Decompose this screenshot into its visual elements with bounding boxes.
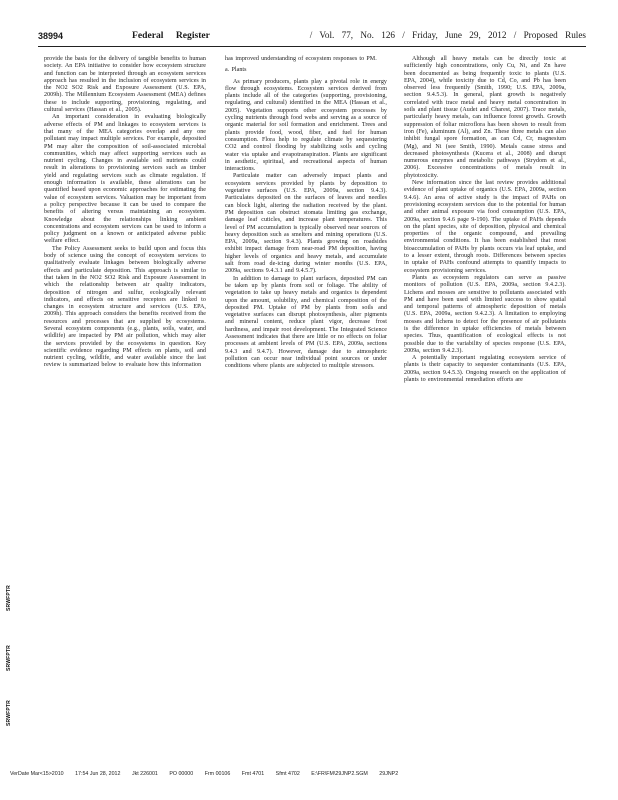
paragraph: A potentially important regulating ecosystem service of plants is their capacity to sequester contaminants (U.S. EPA, 2009a, section 9.4.5.3). Ongoing research on the application of plants to environmental remediation efforts are (404, 355, 566, 384)
margin-mark: SRWFPTR (6, 700, 12, 727)
publication-name: Federal Register (132, 30, 210, 41)
paragraph: As primary producers, plants play a pivotal role in energy flow through ecosystems. Ecosystem services derived from plants include all of the categories (supporting, provisioning, regulating, and cultural) identified in the MEA (Hassan et al., 2005). Vegetation supports other ecosystem processes by cycling nutrients through food webs and serving as a source of organic material for soil formation and enrichment. Trees and plants provide food, wood, fiber, and fuel for human consumption. Flora help to regulate climate by sequestering CO2 and control flooding by stabilizing soils and cycling water via uptake and evapotranspiration. Plants are significant in aesthetic, spiritual, and recreational aspects of human interactions. (225, 78, 387, 173)
footer-item: Fmt 4701 (241, 771, 265, 777)
footer-item: 29JNP2 (379, 771, 399, 777)
page-number: 38994 (38, 31, 64, 41)
paragraph: The Policy Assessment seeks to build upon and focus this body of science using the concept of ecosystem services to qualitatively evaluate linkages between biologically adverse effects and particulate deposition. This approach is similar to that taken in the NO2 SO2 Risk and Exposure Assessment in which the relationship between air quality indicators, deposition of nitrogen and sulfur, ecologically relevant indicators, and effects on sensitive receptors are linked to changes in ecosystem structure and services (U.S. EPA, 2009h). This approach considers the benefits received from the resources and processes that are supplied by ecosystems. Several ecosystem components (e.g., plants, soils, water, and wildlife) are impacted by PM air pollution, which may alter the services provided by the ecosystems in question. Key scientific evidence regarding PM effects on plants, soil and nutrient cycling, wildlife, and water available since the last review is summarized below to evaluate how this information (44, 245, 206, 369)
section-heading: a. Plants (225, 67, 247, 74)
paragraph: Plants as ecosystem regulators can serve as passive monitors of pollution (U.S. EPA, 2009a, section 9.4.2.3). Lichens and mosses are sensitive to pollutants associated with PM and have been used with limited success to show spatial and temporal patterns of atmospheric deposition of metals (U.S. EPA, 2009a, section 9.4.2.3). A limitation to employing mosses and lichens to detect for the presence of air pollutants is the difference in uptake efficiencies of metals between species. Thus, quantification of ecological effects is not possible due to the variability of species response (U.S. EPA, 2009a, section 9.4.2.3). (404, 274, 566, 354)
text-column-2 (225, 56, 387, 370)
footer-item: Jkt 226001 (131, 771, 158, 777)
footer-item: E:\FR\FM\29JNP2.SGM (311, 771, 368, 777)
paragraph: provide the basis for the delivery of tangible benefits to human society. An EPA initiative to consider how ecosystem structure and function can be interpreted through an ecosystem services approach has resulted in the inclusion of ecosystem services in the NO2 SO2 Risk and Exposure Assessment (U.S. EPA, 2009h). The Millennium Ecosystem Assessment (MEA) defines these to include supporting, provisioning, regulating, and cultural services (Hassan et al., 2005). (44, 56, 206, 114)
paragraph: An important consideration in evaluating biologically adverse effects of PM and linkages to ecosystem services is that many of the MEA categories overlap and any one pollutant may impact multiple services. For example, deposited PM may alter the composition of soil-associated microbial communities, which may affect supporting services such as nutrient cycling. Changes in available soil nutrients could result in alterations to provisioning services such as timber yield and regulating services such as climate regulation. If enough information is available, these alterations can be quantified based upon economic approaches for estimating the value of ecosystem services. Valuation may be important from a policy perspective because it can be used to compare the benefits of altering versus maintaining an ecosystem. Knowledge about the relationships linking ambient concentrations and ecosystem services can be used to inform a policy judgment on a known or anticipated adverse public welfare effect. (44, 114, 206, 245)
text-column-3 (404, 56, 566, 384)
footer-item: VerDate Mar<15>2010 (10, 771, 64, 777)
footer-item: Frm 00106 (204, 771, 231, 777)
print-footer (10, 771, 610, 777)
paragraph: has improved understanding of ecosystem responses to PM. (225, 56, 377, 62)
margin-mark: SRWFPTR (6, 645, 12, 672)
paragraph: In addition to damage to plant surfaces, deposited PM can be taken up by plants from soil or foliage. The ability of vegetation to take up heavy metals and organics is dependent upon the amount, solubility, and chemical composition of the deposited PM. Uptake of PM by plants from soils and vegetative surfaces can disrupt photosynthesis, alter pigments and mineral content, reduce plant vigor, decrease frost hardiness, and impair root development. The Integrated Science Assessment indicates that there are little or no effects on foliar processes at ambient levels of PM (U.S. EPA, 2009a, sections 9.4.3 and 9.4.7). However, damage due to atmospheric pollution can occur near individual point sources or under conditions where plants are subjected to multiple stressors. (225, 275, 387, 370)
text-column-1 (44, 56, 206, 370)
issue-info: / Vol. 77, No. 126 / Friday, June 29, 2012 / Proposed Rules (309, 30, 586, 40)
paragraph: Particulate matter can adversely impact plants and ecosystem services provided by plants by deposition to vegetative surfaces (U.S. EPA, 2009a, section 9.4.3). Particulates deposited on the surfaces of leaves and needles can block light, altering the radiation received by the plant. PM deposition can obstruct stomata limiting gas exchange, damage leaf cuticles, and increase plant temperatures. This level of PM accumulation is typically observed near sources of heavy deposition such as smelters and mining operations (U.S. EPA, 2009a, section 9.4.3). Plants growing on roadsides exhibit impact damage from near-road PM deposition, having higher levels of organics and heavy metals, and accumulate salt from road de-icing during winter months (U.S. EPA, 2009a, sections 9.4.3.1 and 9.4.5.7). (225, 173, 387, 275)
footer-item: 17:54 Jun 28, 2012 (75, 771, 121, 777)
running-header (38, 30, 586, 44)
margin-mark: SRWFPTR (6, 585, 12, 612)
footer-item: PO 00000 (169, 771, 194, 777)
paragraph: Although all heavy metals can be directly toxic at sufficiently high concentrations, only Cu, Ni, and Zn have been documented as being frequently toxic to plants (U.S. EPA, 2004), while toxicity due to Cd, Co, and Pb has been observed less frequently (Smith, 1990; U.S. EPA, 2009a, section 9.4.5.3). In general, plant growth is negatively correlated with trace metal and heavy metal concentration in soils and plant tissue (Audet and Charest, 2007). Trace metals, particularly heavy metals, can influence forest growth. Growth suppression of foliar microflora has been shown to result from iron (Fe), aluminum (Al), and Zn. These three metals can also inhibit fungal spore formation, as can Cd, Cr, magnesium (Mg), and Ni (see Smith, 1990). Metals cause stress and decreased photosynthesis (Kucera et al., 2008) and disrupt numerous enzymes and metabolic pathways (Strydom et al., 2006). Excessive concentrations of metals result in phytotoxicity. (404, 56, 566, 179)
footer-item: Sfmt 4702 (275, 771, 300, 777)
header-rule (38, 46, 586, 47)
paragraph: New information since the last review provides additional evidence of plant uptake of organics (U.S. EPA, 2009a, section 9.4.6). An area of active study is the impact of PAHs on provisioning ecosystem services due to the potential for human and other animal exposure via food consumption (U.S. EPA, 2009a, section 9.4.6 page 9-190). The uptake of PAHs depends on the plant species, site of deposition, physical and chemical properties of the organic compound, and prevailing environmental conditions. It has been established that most bioaccumulation of PAHs by plants occurs via leaf uptake, and to a lesser extent, through roots. Differences between species in uptake of PAHs confound attempts to quantify impacts to ecosystem provisioning services. (404, 180, 566, 274)
